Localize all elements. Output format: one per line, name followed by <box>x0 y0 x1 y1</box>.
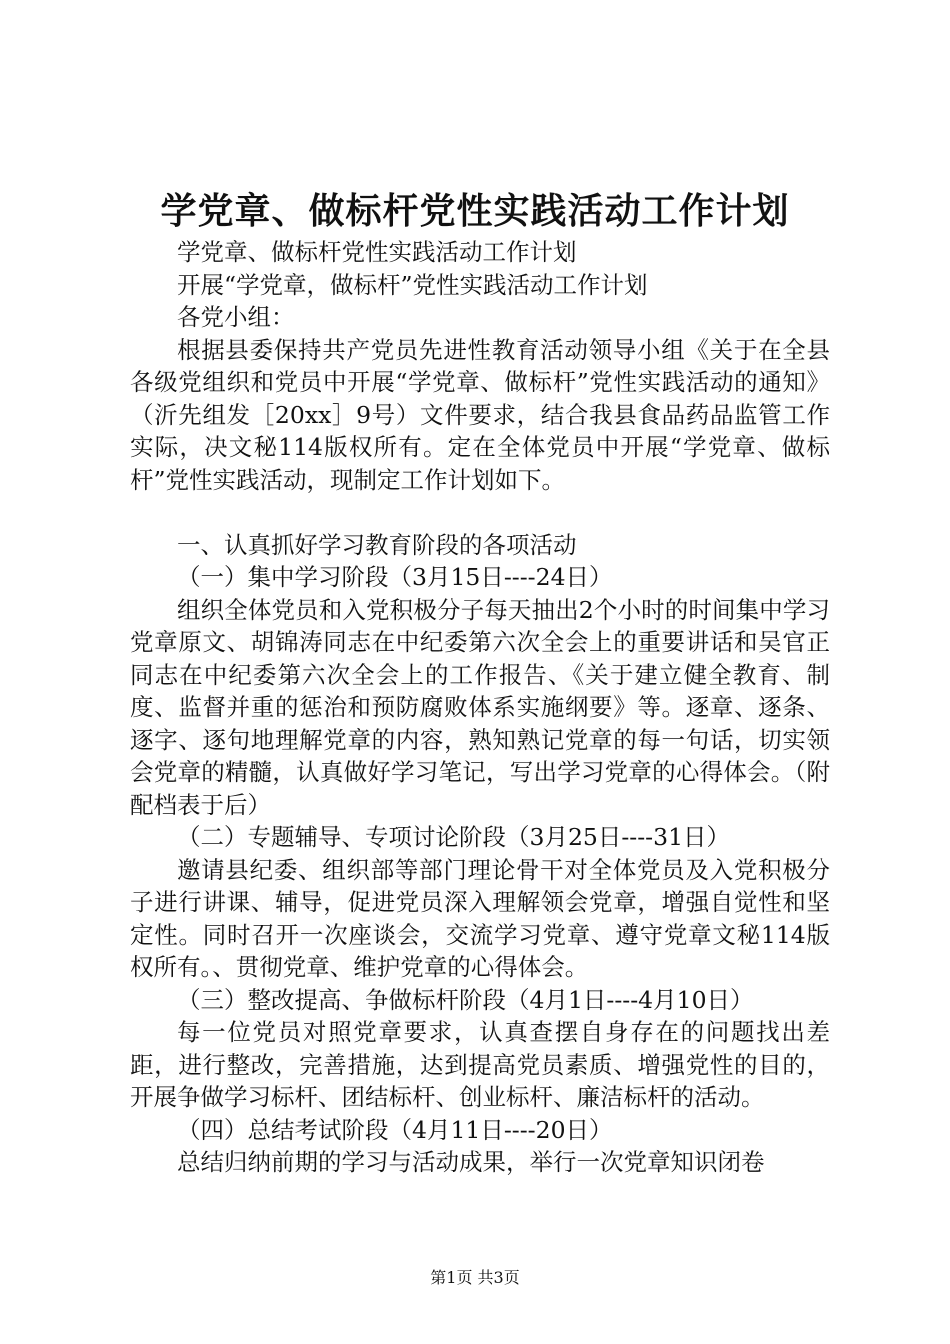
body-paragraph-2: 邀请县纪委、组织部等部门理论骨干对全体党员及入党积极分子进行讲课、辅导，促进党员深入理解领会党章，增强自觉性和坚定性。同时召开一次座谈会，交流学习党章、遵守党章文秘114版权所有。、贯彻党章、维护党章的心得体会。 <box>130 855 830 981</box>
intro-paragraph: 根据县委保持共产党员先进性教育活动领导小组《关于在全县各级党组织和党员中开展“学党章、做标杆”党性实践活动的通知》（沂先组发［20xx］9号）文件要求，结合我县食品药品监管工作实际，决文秘114版权所有。定在全体党员中开展“学党章、做标杆”党性实践活动，现制定工作计划如下。 <box>130 335 830 494</box>
body-paragraph-3: 每一位党员对照党章要求，认真查摆自身存在的问题找出差距，进行整改，完善措施，达到提高党员素质、增强党性的目的，开展争做学习标杆、团结标杆、创业标杆、廉洁标杆的活动。 <box>130 1018 830 1111</box>
page-number-footer: 第1页 共3页 <box>430 1268 520 1287</box>
salutation: 各党小组： <box>177 303 295 331</box>
document-title: 学党章、做标杆党性实践活动工作计划 <box>160 191 790 232</box>
subsection-heading-4: （四）总结考试阶段（4月11日----20日） <box>177 1115 613 1144</box>
subsection-heading-2: （二）专题辅导、专项讨论阶段（3月25日----31日） <box>177 823 731 851</box>
subsection-heading-3: （三）整改提高、争做标杆阶段（4月1日----4月10日） <box>177 985 754 1014</box>
document-body <box>130 236 830 1179</box>
subtitle-line: 学党章、做标杆党性实践活动工作计划 <box>177 238 577 266</box>
body-paragraph-1: 组织全体党员和入党积极分子每天抽出2个小时的时间集中学习党章原文、胡锦涛同志在中纪委第六次全会上的重要讲话和吴官正同志在中纪委第六次全会上的工作报告、《关于建立健全教育、制度、监督并重的惩治和预防腐败体系实施纲要》等。逐章、逐条、逐字、逐句地理解党章的内容，熟知熟记党章的每一句话，切实领会党章的精髓，认真做好学习笔记，写出学习党章的心得体会。（附配档表于后） <box>130 595 830 819</box>
section-heading-1: 一、认真抓好学习教育阶段的各项活动 <box>177 530 577 559</box>
subsection-heading-1: （一）集中学习阶段（3月15日----24日） <box>177 563 613 591</box>
plan-heading: 开展“学党章，做标杆”党性实践活动工作计划 <box>177 270 648 299</box>
body-paragraph-4: 总结归纳前期的学习与活动成果，举行一次党章知识闭卷 <box>177 1148 765 1176</box>
blank-line <box>130 496 830 529</box>
